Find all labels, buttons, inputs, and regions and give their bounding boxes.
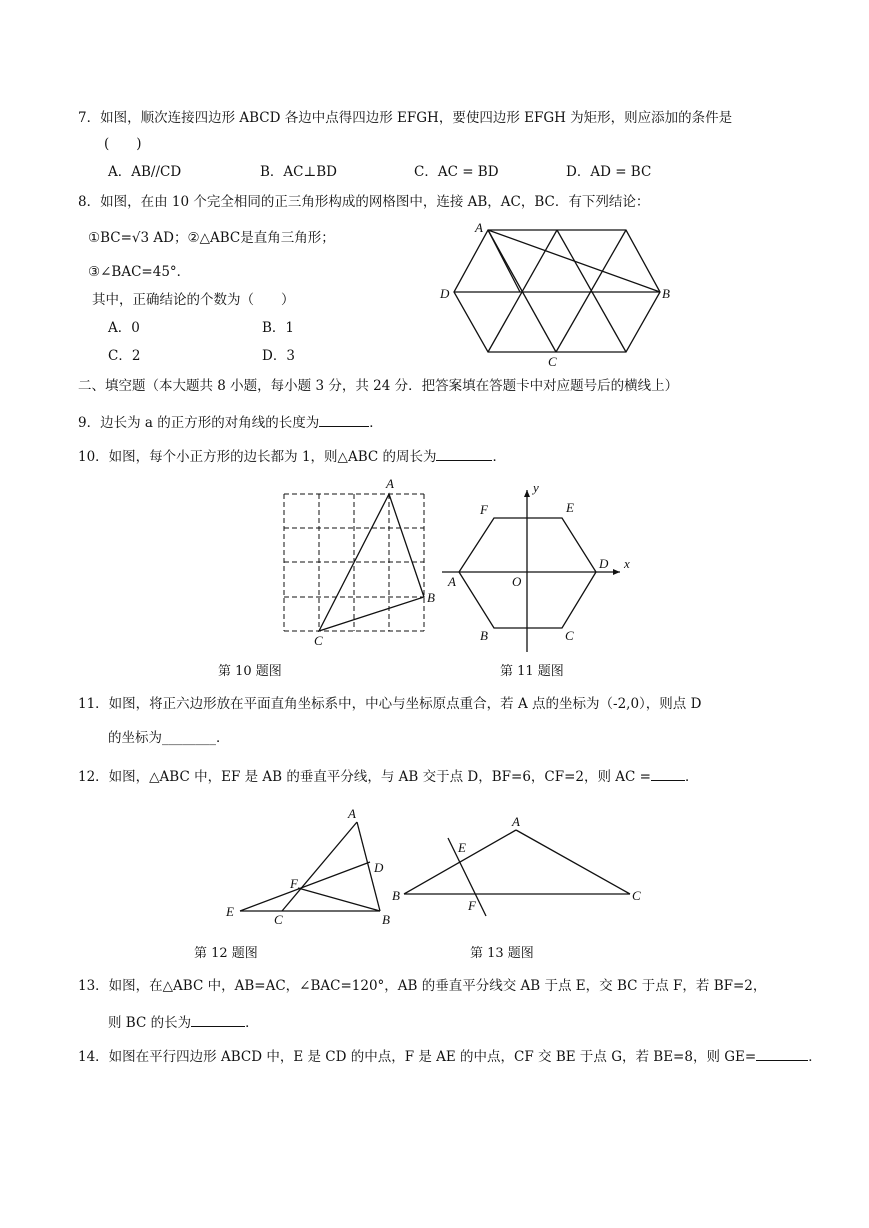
section-2-heading: 二、填空题（本大题共 8 小题，每小题 3 分，共 24 分．把答案填在答题卡中对应题号后的横线上） (78, 378, 679, 394)
q8-text: 8．如图，在由 10 个完全相同的正三角形构成的网格图中，连接 AB，AC，BC．有下列结论： (78, 194, 650, 210)
q12-end: ． (685, 769, 699, 785)
q13-label-a: A (512, 814, 520, 829)
q12-caption: 第 12 题图 (194, 946, 258, 961)
q11-text-2: 的坐标为________． (108, 730, 230, 746)
q11-text: 11．如图，将正六边形放在平面直角坐标系中，中心与坐标原点重合，若 A 点的坐标为（-2,0），则点 D (78, 696, 702, 712)
q11-caption: 第 11 题图 (500, 664, 564, 679)
q10-label-b: B (427, 590, 435, 605)
q13-text-2: 则 BC 的长为 (108, 1015, 192, 1031)
q8-label-d: D (440, 286, 450, 301)
q8-option-b: B．1 (262, 320, 295, 336)
q12-text: 12．如图，△ABC 中，EF 是 AB 的垂直平分线，与 AB 交于点 D，BF=6，CF=2，则 AC = (78, 769, 651, 785)
q9-end: ． (369, 415, 383, 431)
q8-option-c: C．2 (108, 348, 141, 364)
q7-option-d: D．AD = BC (566, 164, 652, 180)
q13-label-e: E (458, 840, 466, 855)
q13-text: 13．如图，在△ABC 中，AB=AC，∠BAC=120°，AB 的垂直平分线交 AB 于点 E，交 BC 于点 F，若 BF=2， (78, 978, 767, 994)
q10-label-a: A (386, 476, 394, 491)
q13-label-c: C (632, 888, 641, 903)
q11-label-e: E (566, 500, 574, 515)
q10-end: ． (492, 449, 506, 465)
q7-option-b: B．AC⊥BD (260, 164, 337, 180)
q8-conclusion-3: ③∠BAC=45°． (88, 264, 191, 280)
q14-end: ． (808, 1049, 822, 1065)
q8-option-a: A．0 (108, 320, 140, 336)
q11-axis-y: y (533, 480, 539, 495)
q11-label-d: D (599, 556, 609, 571)
q7-text: 7．如图，顺次连接四边形 ABCD 各边中点得四边形 EFGH，要使四边形 EFGH 为矩形，则应添加的条件是 (78, 110, 733, 126)
q11-label-a: A (448, 574, 456, 589)
q13-label-f: F (468, 898, 476, 913)
q7-option-c: C．AC = BD (414, 164, 499, 180)
q11-label-c: C (565, 628, 574, 643)
q12-label-a: A (348, 806, 356, 821)
q13-caption: 第 13 题图 (470, 946, 534, 961)
q13-label-b: B (392, 888, 400, 903)
q8-option-d: D．3 (262, 348, 295, 364)
q14-text: 14．如图在平行四边形 ABCD 中，E 是 CD 的中点，F 是 AE 的中点，CF 交 BE 于点 G，若 BE=8，则 GE= (78, 1049, 757, 1065)
q10-caption: 第 10 题图 (218, 664, 282, 679)
q12-label-d: D (374, 860, 384, 875)
q7-option-a: A．AB//CD (108, 164, 182, 180)
q13-answer-blank (191, 1012, 245, 1027)
q9-text: 9．边长为 a 的正方形的对角线的长度为 (78, 415, 320, 431)
q10-label-c: C (314, 633, 323, 648)
q8-ask: 其中，正确结论的个数为（ ） (92, 292, 295, 308)
q12-label-f: F (290, 876, 298, 891)
q7-answer-paren: ( ) (104, 136, 142, 152)
q13-line-2 (108, 1012, 259, 1033)
q13-end: ． (245, 1015, 259, 1031)
q10-text: 10．如图，每个小正方形的边长都为 1，则△ABC 的周长为 (78, 449, 437, 465)
q11-label-b: B (480, 628, 488, 643)
q12-label-c: C (274, 912, 283, 927)
q8-label-a: A (475, 220, 483, 235)
q12-label-b: B (382, 912, 390, 927)
q14-answer-blank (756, 1046, 808, 1061)
q8-label-b: B (662, 286, 670, 301)
q8-conclusions-1-2: ①BC=√3 AD；②△ABC是直角三角形； (88, 230, 335, 246)
q11-label-o: O (512, 574, 522, 589)
q11-label-f: F (480, 502, 488, 517)
q14 (78, 1046, 822, 1067)
q11-axis-x: x (624, 556, 630, 571)
q8-label-c: C (548, 354, 557, 369)
q12-label-e: E (226, 904, 234, 919)
